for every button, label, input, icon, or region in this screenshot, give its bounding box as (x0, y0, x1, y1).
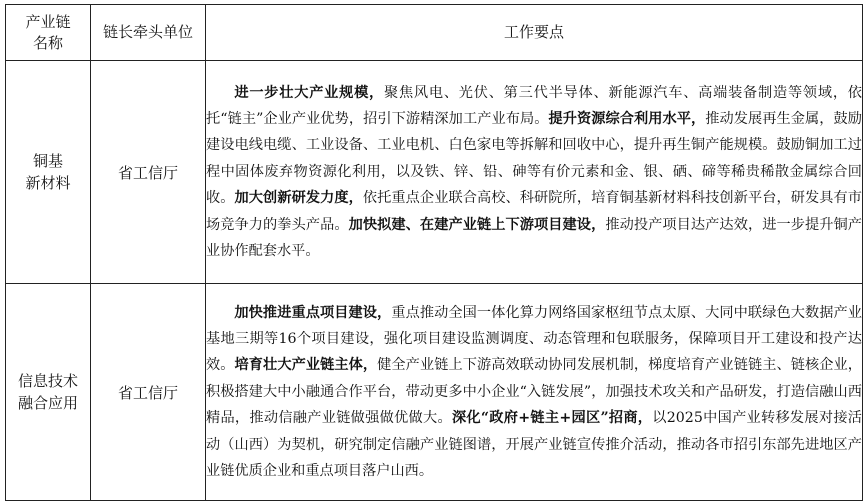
key-points-cell (206, 284, 863, 501)
key-point-heading: 加快拟建、在建产业链上下游项目建设， (348, 216, 606, 233)
work-points-table (5, 4, 863, 501)
key-points-cell (206, 61, 863, 284)
key-point-text: 以2025中国产业转移发展对接活动（山西）为契机，研究制定信融产业链图谱，开展产业链宣传推介活动，推动各市招引东部先进地区产业链优质企业和重点项目落户山西。 (206, 410, 862, 480)
header-key-points: 工作要点 (206, 5, 863, 61)
key-point-heading: 提升资源综合利用水平， (548, 110, 706, 127)
table-row (6, 284, 863, 501)
key-points-paragraph (206, 80, 862, 265)
key-point-heading: 培育壮大产业链主体， (234, 357, 378, 374)
key-point-heading: 加大创新研发力度， (234, 190, 363, 207)
chain-name-line1: 铜基 (32, 152, 63, 170)
key-point-heading: 加快推进重点项目建设， (234, 304, 392, 321)
key-point-text: 推动发展再生金属，鼓励建设电线电缆、工业设备、工业电机、白色家电等拆解和回收中心，提升再生铜产能规模。鼓励铜加工过程中固体废弃物资源化利用，以及铁、锌、铅、砷等有价元素和金、银、硒、碲等稀贵稀散金属综合回收。 (206, 110, 862, 207)
chain-name-line2: 融合应用 (17, 394, 78, 412)
key-points-paragraph (206, 300, 862, 485)
key-point-heading: 深化“政府+链主+园区”招商， (451, 410, 653, 427)
chain-name-cell (6, 284, 91, 501)
key-point-text: 健全产业链上下游高效联动协同发展机制，梯度培育产业链链主、链核企业，积极搭建大中小融通合作平台，带动更多中小企业“入链发展”，加强技术攻关和产品研发，打造信融山西精品，推动信融产业链做强做优做大。 (206, 357, 862, 427)
key-point-text: 推动投产项目达产达效，进一步提升铜产业协作配套水平。 (206, 216, 862, 260)
header-lead-unit: 链长牵头单位 (91, 5, 206, 61)
table-header-row (6, 5, 863, 61)
key-point-heading: 进一步壮大产业规模， (234, 84, 384, 101)
header-chain-name-line2: 名称 (32, 33, 63, 52)
lead-unit-cell: 省工信厅 (91, 284, 206, 501)
chain-name-line1: 信息技术 (17, 372, 78, 390)
header-chain-name (6, 5, 91, 61)
key-point-text: 依托重点企业联合高校、科研院所，培育铜基新材料科技创新平台，研发具有市场竞争力的拳头产品。 (206, 190, 862, 233)
chain-name-cell (6, 61, 91, 284)
table-row (6, 61, 863, 284)
key-point-text: 重点推动全国一体化算力网络国家枢纽节点太原、大同中联绿色大数据产业基地三期等16个项目建设，强化项目建设监测调度、动态管理和包联服务，保障项目开工建设和投产达效。 (206, 304, 862, 374)
header-chain-name-line1: 产业链 (25, 12, 71, 31)
lead-unit-cell: 省工信厅 (91, 61, 206, 284)
chain-name-line2: 新材料 (25, 174, 71, 192)
key-point-text: 聚焦风电、光伏、第三代半导体、新能源汽车、高端装备制造等领域，依托“链主”企业产业优势，招引下游精深加工产业布局。 (206, 84, 862, 127)
